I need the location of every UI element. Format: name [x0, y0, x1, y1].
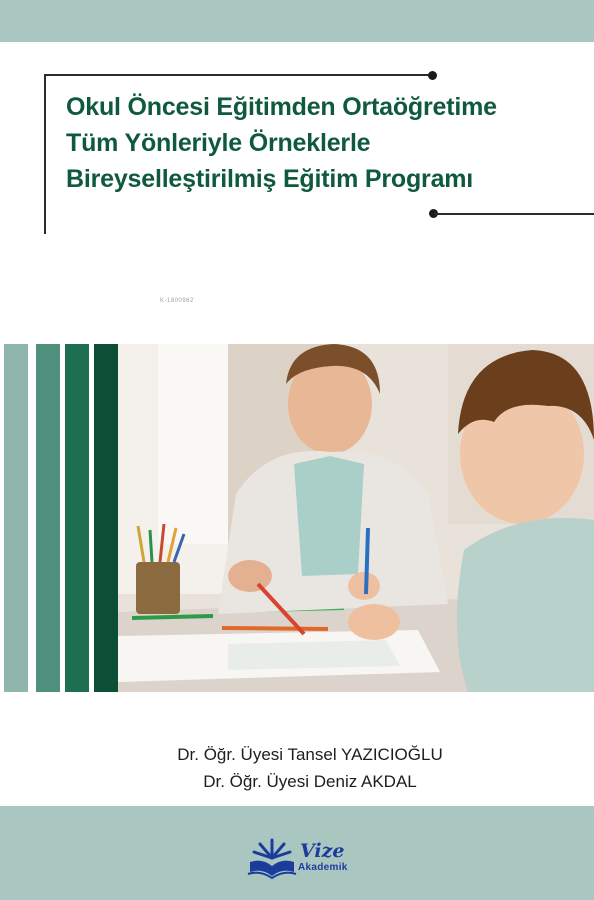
decorative-dot-top	[428, 71, 437, 80]
isbn-code: K-1800962	[160, 298, 194, 304]
stripe-4	[94, 344, 118, 692]
author-2: Dr. Öğr. Üyesi Deniz AKDAL	[203, 772, 417, 791]
stripe-3	[65, 344, 89, 692]
authors-block	[0, 741, 594, 795]
top-color-band	[0, 0, 594, 42]
publisher-name: Vize	[300, 840, 345, 862]
cover-photo	[118, 344, 594, 692]
book-title	[66, 89, 586, 197]
decorative-line-top	[44, 74, 432, 76]
publisher-logo	[246, 834, 366, 882]
book-sunburst-icon	[246, 834, 302, 882]
publisher-subtitle: Akademik	[298, 862, 348, 873]
stripe-1	[4, 344, 28, 692]
title-line-3: Bireyselleştirilmiş Eğitim Programı	[66, 165, 474, 193]
author-1: Dr. Öğr. Üyesi Tansel YAZICIOĞLU	[177, 745, 443, 764]
title-line-1: Okul Öncesi Eğitimden Ortaöğretime	[66, 93, 497, 121]
decorative-line-bottom	[434, 213, 594, 215]
decorative-line-left	[44, 74, 46, 234]
stripe-2	[36, 344, 60, 692]
title-line-2: Tüm Yönleriyle Örneklerle	[66, 129, 371, 157]
